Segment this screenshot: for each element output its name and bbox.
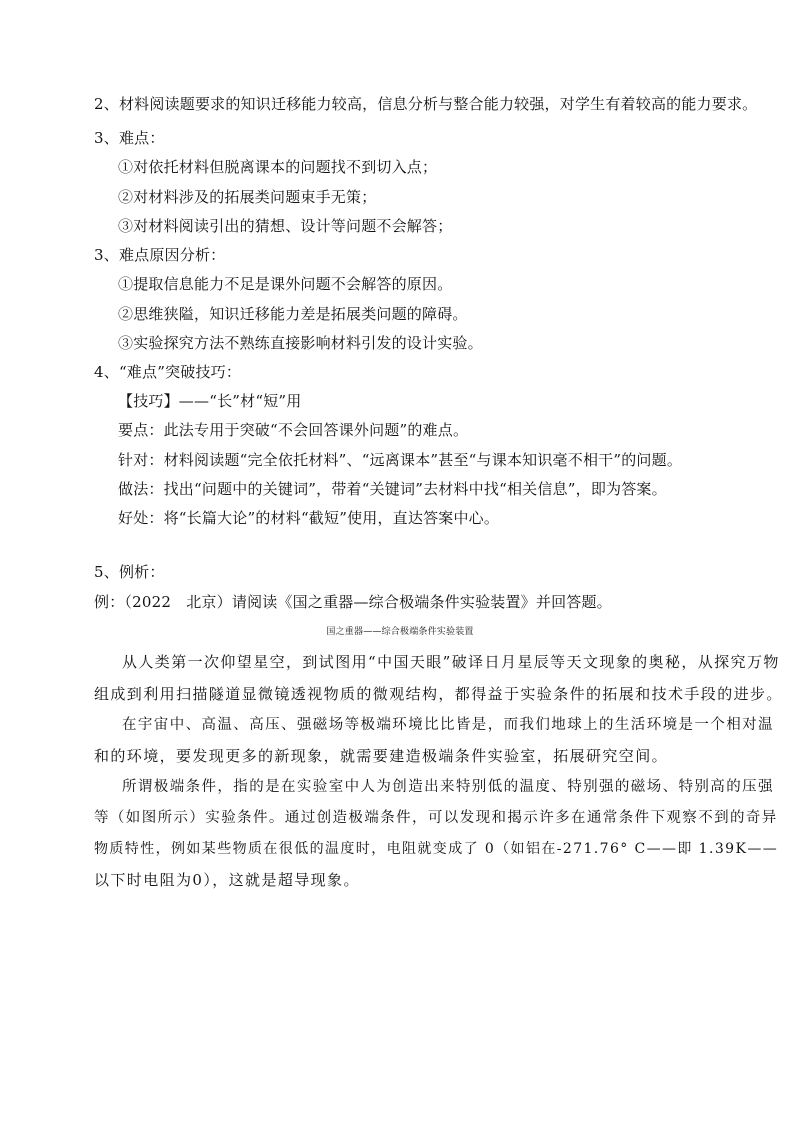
heading-breakthrough: 4、“难点”突破技巧： [94,363,242,381]
cause-item-3: ③实验探究方法不熟练直接影响材料引发的设计实验。 [118,334,483,352]
paragraph-3-line-1: 所谓极端条件，指的是在实验室中人为创造出来特别低的温度、特别强的磁场、特别高的压强 [122,779,774,795]
tip-target: 针对：材料阅读题“完全依托材料”、“远离课本”甚至“与课本知识毫不相干”的问题。 [118,451,683,469]
difficulty-item-3: ③对材料阅读引出的猜想、设计等问题不会解答； [118,217,453,235]
paragraph-3-line-4: 以下时电阻为0），这就是超导现象。 [94,871,360,889]
heading-causes: 3、难点原因分析： [94,246,226,264]
cause-item-2: ②思维狭隘，知识迁移能力差是拓展类问题的障碍。 [118,305,468,323]
paragraph-1-line-2: 组成到利用扫描隧道显微镜透视物质的微观结构，都得益于实验条件的拓展和技术手段的进步。 [94,685,783,703]
tip-title: 【技巧】——“长”材“短”用 [118,392,302,410]
paragraph-2-line-1: 在宇宙中、高温、高压、强磁场等极端环境比比皆是，而我们地球上的生活环境是一个相对温 [122,717,774,733]
tip-method: 做法：找出“问题中的关键词”，带着“关键词”去材料中找“相关信息”，即为答案。 [118,480,667,498]
requirement-line: 2、材料阅读题要求的知识迁移能力较高，信息分析与整合能力较强，对学生有着较高的能力要求。 [94,95,758,113]
paragraph-2-line-2: 和的环境，要发现更多的新现象，就需要建造极端条件实验室，拓展研究空间。 [94,747,669,765]
example-intro: 例：（2022 北京）请阅读《国之重器—综合极端条件实验装置》并回答题。 [94,593,612,611]
article-title: 国之重器——综合极端条件实验装置 [326,627,474,637]
heading-example: 5、例析： [94,563,165,581]
cause-item-1: ①提取信息能力不足是课外问题不会解答的原因。 [118,275,453,293]
tip-point: 要点：此法专用于突破“不会回答课外问题”的难点。 [118,421,469,439]
paragraph-3-line-3: 物质特性，例如某些物质在很低的温度时，电阻就变成了 0（如铝在-271.76° C——即 1.39K—— [94,841,779,857]
tip-benefit: 好处：将“长篇大论”的材料“截短”使用，直达答案中心。 [118,509,500,527]
difficulty-item-1: ①对依托材料但脱离课本的问题找不到切入点； [118,158,438,176]
paragraph-1-line-1: 从人类第一次仰望星空，到试图用“中国天眼”破译日月星辰等天文现象的奥秘，从探究万物 [122,653,780,671]
paragraph-3-line-2: 等（如图所示）实验条件。通过创造极端条件，可以发现和揭示许多在通常条件下观察不到的奇异 [94,810,778,826]
heading-difficulties: 3、难点： [94,129,165,147]
difficulty-item-2: ②对材料涉及的拓展类问题束手无策； [118,188,377,206]
